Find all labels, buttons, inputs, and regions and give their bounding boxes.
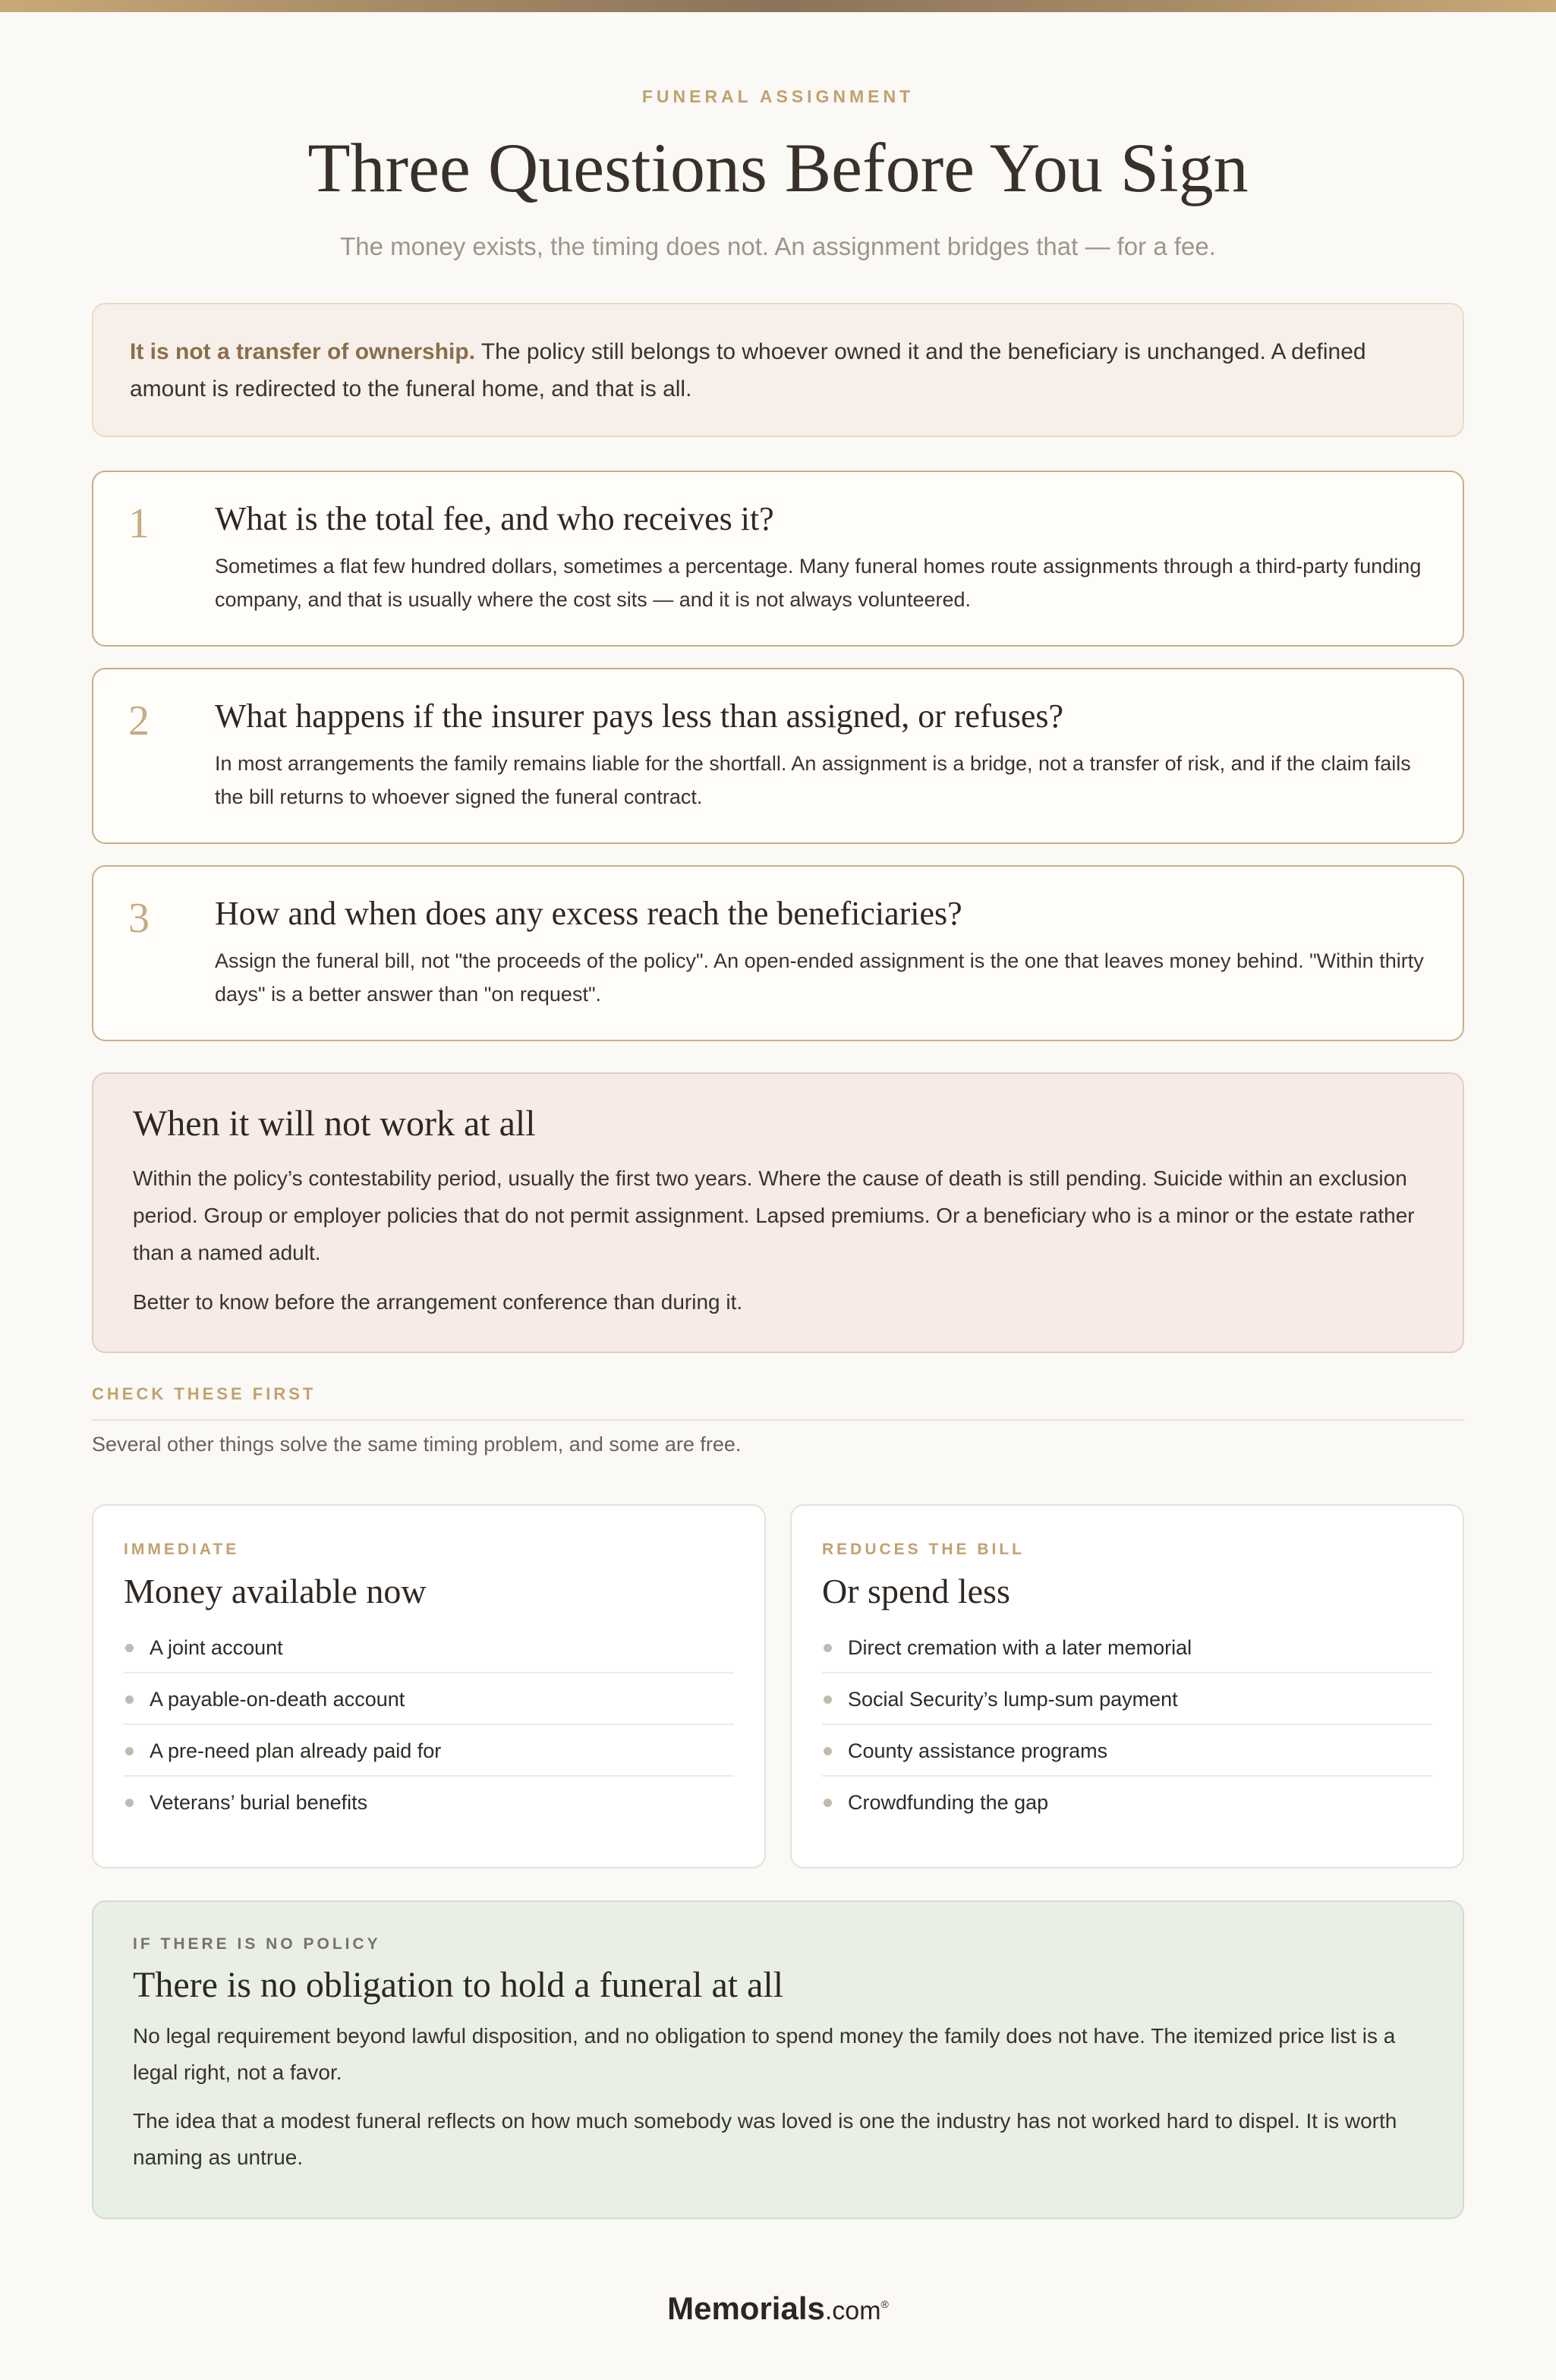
no-policy-panel	[92, 1900, 1464, 2219]
bullet-icon	[824, 1747, 832, 1755]
list-item	[124, 1673, 734, 1725]
logo-wordmark: Memorials	[667, 2290, 825, 2326]
top-accent-bar	[0, 0, 1556, 12]
question-title: What happens if the insurer pays less than assigned, or refuses?	[215, 697, 1064, 735]
section-intro: Several other things solve the same timing problem, and some are free.	[92, 1433, 742, 1456]
question-title: How and when does any excess reach the beneficiaries?	[215, 895, 962, 932]
bullet-icon	[125, 1695, 134, 1704]
memorials-logo[interactable]	[92, 2290, 1464, 2327]
registered-mark: ®	[880, 2298, 889, 2310]
question-body: Sometimes a flat few hundred dollars, sometimes a percentage. Many funeral homes route assignments through a third-party funding company, and that is usually where the cost sits — and it is not always volunteered.	[215, 555, 1422, 611]
callout-text: The policy still belongs to whoever owned it and the beneficiary is unchanged. A defined amount is redirected to the funeral home, and that is all.	[130, 339, 1366, 401]
list-item-label: A pre-need plan already paid for	[150, 1739, 442, 1762]
list-item-label: Social Security’s lump-sum payment	[848, 1688, 1178, 1711]
question-number: 3	[128, 895, 150, 942]
card-title: Or spend less	[822, 1572, 1010, 1610]
list-item-label: Direct cremation with a later memorial	[848, 1636, 1192, 1659]
bullet-icon	[125, 1799, 134, 1807]
question-number: 2	[128, 697, 150, 745]
list-item	[124, 1622, 734, 1673]
no-policy-paragraph: No legal requirement beyond lawful disposition, and no obligation to spend money the family does not have. The itemized price list is a legal right, not a favor.	[133, 2024, 1396, 2084]
list-item	[124, 1777, 734, 1828]
card-list	[124, 1622, 734, 1828]
section-divider	[92, 1419, 1464, 1421]
list-item	[124, 1725, 734, 1777]
callout-bold: It is not a transfer of ownership.	[130, 339, 476, 364]
bullet-icon	[125, 1644, 134, 1652]
card-list	[822, 1622, 1432, 1828]
list-item-label: A payable-on-death account	[150, 1688, 405, 1711]
bullet-icon	[824, 1695, 832, 1704]
list-item	[822, 1725, 1432, 1777]
bullet-icon	[824, 1644, 832, 1652]
bullet-icon	[824, 1799, 832, 1807]
warning-panel	[92, 1072, 1464, 1353]
warning-paragraph: Better to know before the arrangement conference than during it.	[133, 1290, 743, 1314]
question-title: What is the total fee, and who receives it?	[215, 500, 774, 537]
no-policy-eyebrow: IF THERE IS NO POLICY	[133, 1935, 381, 1953]
list-item-label: A joint account	[150, 1636, 283, 1659]
no-policy-paragraph: The idea that a modest funeral reflects on how much somebody was loved is one the industry has not worked hard to dispel. It is worth naming as untrue.	[133, 2109, 1397, 2169]
question-card-3	[92, 865, 1464, 1041]
page-subtitle: The money exists, the timing does not. An assignment bridges that — for a fee.	[340, 232, 1216, 260]
question-body: Assign the funeral bill, not "the proceeds of the policy". An open-ended assignment is the one that leaves money behind. "Within thirty days" is a better answer than "on request".	[215, 949, 1424, 1006]
card-immediate	[92, 1504, 766, 1868]
question-number: 1	[128, 500, 150, 547]
list-item-label: Veterans’ burial benefits	[150, 1791, 368, 1814]
warning-title: When it will not work at all	[133, 1103, 536, 1144]
card-eyebrow: IMMEDIATE	[124, 1541, 240, 1558]
list-item	[822, 1673, 1432, 1725]
ownership-callout	[92, 303, 1464, 437]
card-eyebrow: REDUCES THE BILL	[822, 1541, 1025, 1558]
warning-paragraph: Within the policy’s contestability period, usually the first two years. Where the cause of death is still pending. Suicide within an exclusion period. Group or employer policies that do not permit assignment. Lapsed premiums. Or a beneficiary who is a minor or the estate rather than a named adult.	[133, 1166, 1415, 1264]
question-card-2	[92, 668, 1464, 844]
card-title: Money available now	[124, 1572, 427, 1610]
page-title: Three Questions Before You Sign	[307, 129, 1249, 206]
list-item	[822, 1622, 1432, 1673]
bullet-icon	[125, 1747, 134, 1755]
card-reduces-bill	[790, 1504, 1464, 1868]
section-eyebrow: CHECK THESE FIRST	[92, 1384, 317, 1403]
logo-suffix: .com	[824, 2297, 881, 2325]
list-item	[822, 1777, 1432, 1828]
list-item-label: County assistance programs	[848, 1739, 1108, 1762]
page-eyebrow: FUNERAL ASSIGNMENT	[641, 87, 915, 106]
list-item-label: Crowdfunding the gap	[848, 1791, 1049, 1814]
question-body: In most arrangements the family remains liable for the shortfall. An assignment is a bridge, not a transfer of risk, and if the claim fails the bill returns to whoever signed the funeral contract.	[215, 752, 1411, 808]
no-policy-title: There is no obligation to hold a funeral at all	[133, 1965, 784, 2005]
question-card-1	[92, 471, 1464, 647]
